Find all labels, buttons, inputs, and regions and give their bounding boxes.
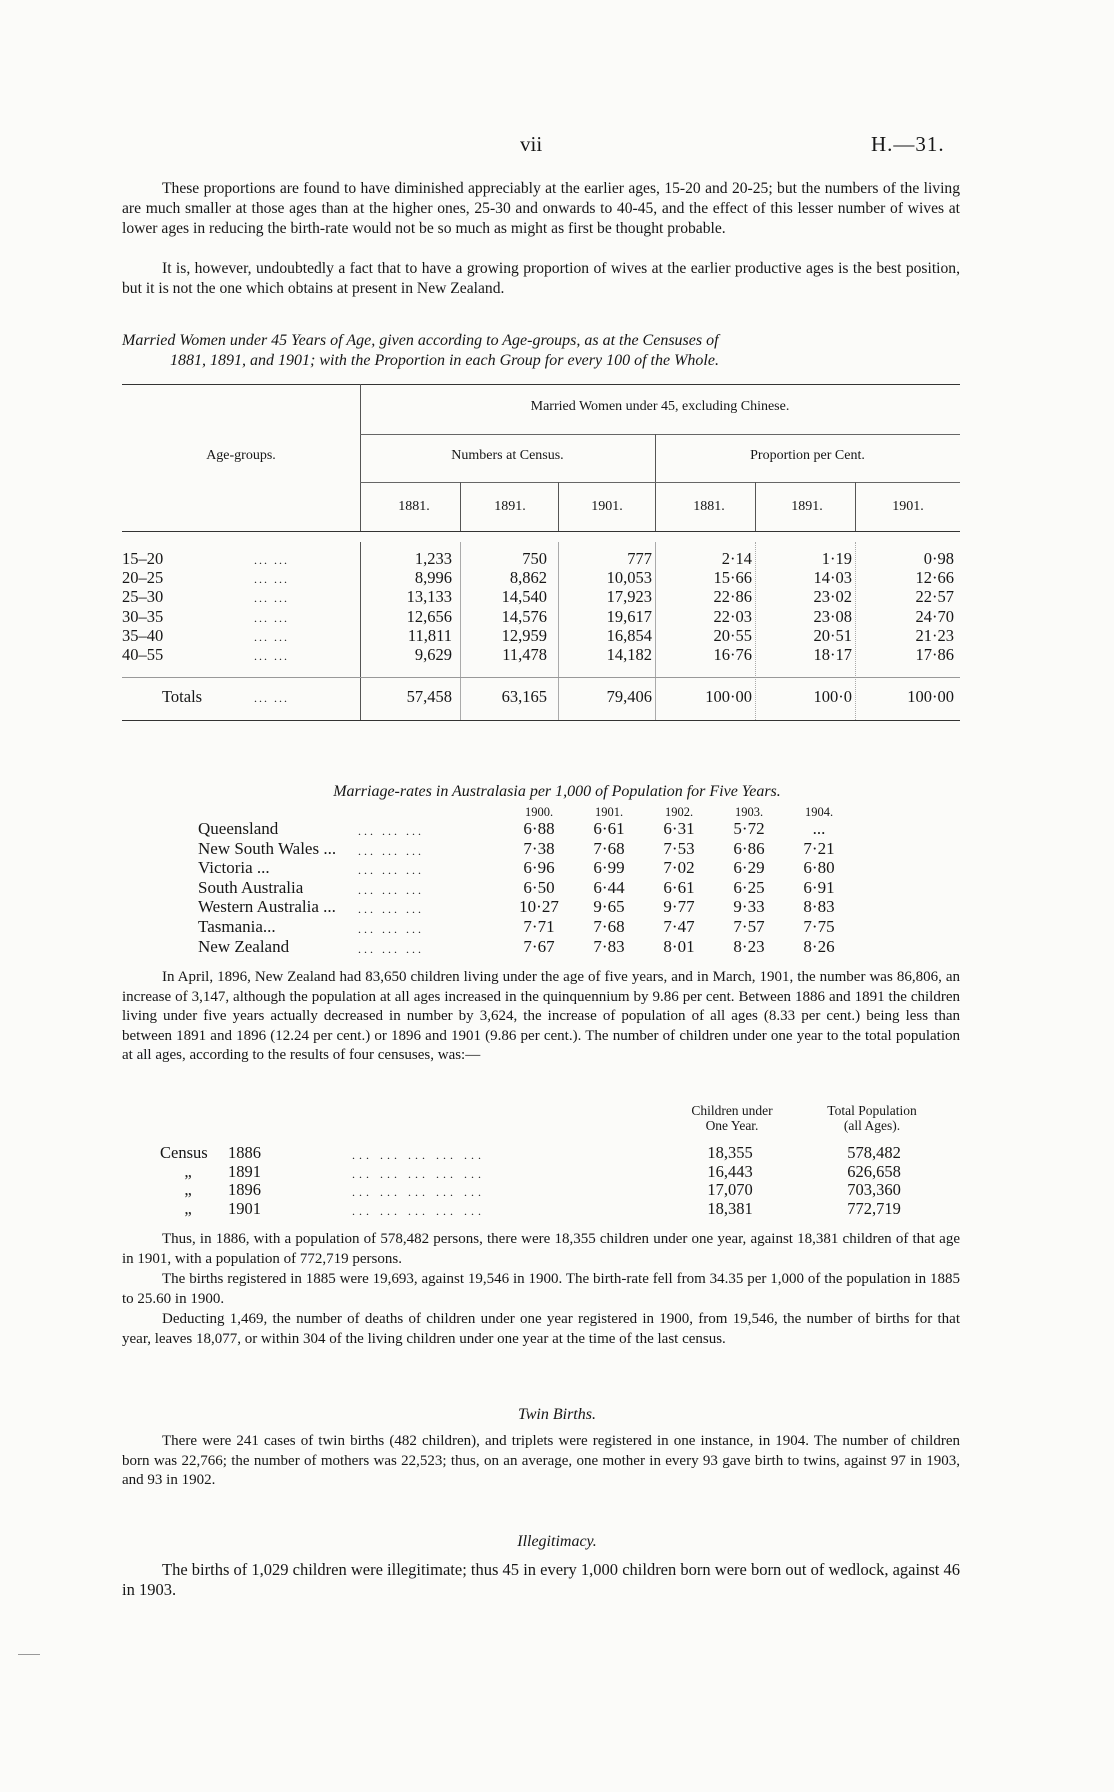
state-label: Tasmania... bbox=[198, 917, 276, 936]
rate-value: 6·31 bbox=[663, 819, 695, 838]
cell-p1891: 20·51 bbox=[813, 625, 852, 645]
total-population: 578,482 bbox=[847, 1143, 901, 1162]
rate-value: 6·29 bbox=[733, 858, 765, 878]
document-reference: H.—31. bbox=[871, 132, 945, 156]
marriage-rates-title: Marriage-rates in Australasia per 1,000 of Population for Five Years. bbox=[333, 783, 781, 800]
page-folio: vii bbox=[520, 132, 543, 156]
rate-value: 8·26 bbox=[803, 936, 835, 956]
cell-n1881: 1,233 bbox=[414, 549, 452, 568]
totals-label: Totals bbox=[162, 687, 203, 706]
rate-value: 6·61 bbox=[663, 877, 695, 897]
cell-p1891: 18·17 bbox=[813, 645, 852, 664]
proportion-header: Proportion per Cent. bbox=[750, 448, 865, 463]
cell-n1901: 16,854 bbox=[606, 625, 652, 645]
cell-n1891: 12,959 bbox=[501, 625, 547, 645]
leader-dots: ... ... ... bbox=[358, 843, 424, 858]
state-label: New South Wales ... bbox=[198, 838, 337, 858]
age-group-row bbox=[122, 626, 960, 646]
rate-row bbox=[198, 858, 918, 877]
rate-year-header: 1900. bbox=[524, 805, 554, 819]
census-year: 1896 bbox=[228, 1180, 261, 1199]
twin-births-title: Twin Births. bbox=[518, 1406, 596, 1423]
total-population-header bbox=[792, 1103, 952, 1133]
rate-value: 8·23 bbox=[733, 936, 765, 956]
age-group-label: 25–30 bbox=[122, 587, 164, 607]
header-rule bbox=[360, 482, 960, 483]
cell-p1881: 15·66 bbox=[713, 568, 752, 588]
cell-n1901: 10,053 bbox=[606, 568, 652, 588]
married-table-caption bbox=[122, 331, 960, 371]
after-paragraph-2: The births registered in 1885 were 19,693, against 19,546 in 1900. The birth-rate fell from 34.35 per 1,000 of the population in 1885 to 25.60 in 1900. bbox=[122, 1271, 960, 1307]
state-label: Queensland bbox=[198, 819, 279, 838]
age-group-row bbox=[122, 607, 960, 627]
census-label: Census bbox=[160, 1143, 208, 1162]
age-group-row bbox=[122, 568, 960, 588]
children-under-one: 18,355 bbox=[707, 1143, 753, 1162]
after-paragraph-1: Thus, in 1886, with a population of 578,482 persons, there were 18,355 children under one year, against 18,381 children of that age in 1901, with a population of 772,719 persons. bbox=[122, 1231, 960, 1267]
super-header: Married Women under 45, excluding Chinese. bbox=[530, 399, 790, 414]
year-header: 1901. bbox=[591, 499, 623, 514]
children-under-one-header bbox=[662, 1103, 802, 1133]
cell-p1901: 22·57 bbox=[915, 587, 954, 607]
census-row bbox=[122, 1199, 960, 1218]
rate-value: ... bbox=[812, 819, 826, 838]
census-label: „ bbox=[184, 1198, 192, 1218]
header-rule bbox=[360, 434, 960, 435]
cell-n1901: 19,617 bbox=[606, 606, 652, 626]
cell-n1891: 14,576 bbox=[501, 606, 547, 626]
column-divider bbox=[460, 482, 461, 531]
rate-value: 7·71 bbox=[523, 917, 555, 936]
census-year: 1886 bbox=[228, 1143, 261, 1162]
children-under-one: 18,381 bbox=[707, 1198, 753, 1218]
rate-value: 7·83 bbox=[593, 936, 625, 956]
rate-value: 5·72 bbox=[733, 819, 765, 838]
rate-value: 6·91 bbox=[803, 877, 835, 897]
total-population: 703,360 bbox=[847, 1180, 901, 1199]
leader-dots: ... ... ... bbox=[358, 882, 424, 897]
population-header-line-1: Total Population bbox=[827, 1103, 917, 1118]
table-bottom-rule bbox=[122, 720, 960, 721]
rate-value: 7·68 bbox=[593, 917, 625, 936]
cell-p1901: 0·98 bbox=[923, 549, 954, 568]
rate-value: 9·77 bbox=[663, 897, 695, 917]
census-year: 1891 bbox=[228, 1161, 261, 1181]
cell-n1881: 8,996 bbox=[414, 568, 452, 588]
rate-value: 6·88 bbox=[523, 819, 555, 838]
year-header: 1901. bbox=[892, 499, 924, 514]
caption-line-2: 1881, 1891, and 1901; with the Proportion in each Group for every 100 of the Whole. bbox=[170, 352, 719, 369]
rate-value: 7·75 bbox=[803, 917, 835, 936]
cell-p1901: 12·66 bbox=[915, 568, 954, 588]
cell-p1891: 23·08 bbox=[813, 606, 852, 626]
rate-row bbox=[198, 878, 918, 897]
illegitimacy-title: Illegitimacy. bbox=[517, 1533, 597, 1550]
leader-dots: ... ... ... bbox=[358, 902, 424, 917]
children-header-line-2: One Year. bbox=[705, 1118, 759, 1133]
age-group-label: 35–40 bbox=[122, 625, 164, 645]
rate-value: 9·33 bbox=[733, 897, 765, 917]
rate-value: 7·38 bbox=[523, 838, 555, 858]
cell-p1881: 20·55 bbox=[713, 625, 752, 645]
rate-value: 7·21 bbox=[803, 838, 835, 858]
totals-row bbox=[122, 687, 960, 707]
leader-dots: ... ... ... bbox=[358, 922, 424, 936]
column-divider bbox=[755, 482, 756, 531]
cell-p1891: 23·02 bbox=[813, 587, 852, 607]
rate-year-header: 1901. bbox=[594, 805, 624, 819]
cell-n1891: 750 bbox=[522, 549, 547, 568]
total-1901: 79,406 bbox=[606, 687, 652, 706]
age-group-label: 30–35 bbox=[122, 606, 164, 626]
header-bottom-rule bbox=[122, 531, 960, 532]
rate-value: 6·61 bbox=[593, 819, 625, 838]
rate-value: 7·53 bbox=[663, 838, 695, 858]
census-label: „ bbox=[184, 1180, 192, 1199]
illegitimacy-paragraph: The births of 1,029 children were illegitimate; thus 45 in every 1,000 children born were born out of wedlock, against 46 in 1903. bbox=[122, 1560, 960, 1599]
rate-row bbox=[198, 917, 918, 936]
cell-p1881: 22·86 bbox=[713, 587, 752, 607]
age-group-row bbox=[122, 549, 960, 569]
children-header-line-1: Children under bbox=[691, 1103, 773, 1118]
cell-n1881: 12,656 bbox=[406, 606, 452, 626]
totals-rule bbox=[122, 677, 960, 678]
intro-paragraph-2: It is, however, undoubtedly a fact that to have a growing proportion of wives at the earlier productive ages is the best position, but it is not the one which obtains at present in New Zealand. bbox=[122, 260, 960, 297]
marriage-rates-table bbox=[198, 783, 918, 963]
state-label: New Zealand bbox=[198, 936, 290, 956]
rate-row bbox=[198, 819, 918, 838]
year-header: 1881. bbox=[693, 499, 725, 514]
page-header bbox=[0, 132, 1114, 158]
year-header: 1881. bbox=[398, 499, 430, 514]
state-label: South Australia bbox=[198, 877, 304, 897]
total-1891: 63,165 bbox=[501, 687, 547, 706]
leader-dots: ... ... bbox=[254, 691, 289, 705]
children-under-one: 17,070 bbox=[707, 1180, 753, 1199]
intro-paragraph-1: These proportions are found to have diminished appreciably at the earlier ages, 15-20 and 20-25; but the numbers of the living are much smaller at those ages than at the higher ones, 25-30 and onwards to 40-45, and the effect of this lesser number of wives at lower ages in reducing the birth-rate would not be so much as might as first be thought probable. bbox=[122, 180, 960, 237]
leader-dots: ... ... ... ... ... bbox=[352, 1185, 485, 1199]
rate-value: 7·57 bbox=[733, 917, 765, 936]
leader-dots: ... ... ... ... ... bbox=[352, 1166, 485, 1181]
rate-year-header: 1903. bbox=[734, 805, 764, 819]
after-paragraph-3: Deducting 1,469, the number of deaths of children under one year registered in 1900, from 19,546, the number of births for that year, leaves 18,077, or within 304 of the living children under one year at the time of the last census. bbox=[122, 1311, 960, 1347]
age-group-label: 20–25 bbox=[122, 568, 164, 588]
age-group-label: 15–20 bbox=[122, 549, 164, 568]
year-header: 1891. bbox=[494, 499, 526, 514]
cell-n1901: 17,923 bbox=[606, 587, 652, 607]
cell-p1881: 2·14 bbox=[721, 549, 752, 568]
leader-dots: ... ... ... bbox=[358, 863, 424, 878]
cell-n1891: 11,478 bbox=[502, 645, 547, 664]
cell-p1881: 22·03 bbox=[713, 606, 752, 626]
leader-dots: ... ... ... ... ... bbox=[352, 1203, 485, 1218]
age-group-row bbox=[122, 587, 960, 607]
rate-value: 10·27 bbox=[519, 897, 559, 917]
column-divider bbox=[855, 482, 856, 531]
rate-value: 6·80 bbox=[803, 858, 835, 878]
cell-n1881: 9,629 bbox=[414, 645, 452, 664]
leader-dots: ... ... bbox=[254, 553, 289, 567]
leader-dots: ... ... ... ... ... bbox=[352, 1148, 485, 1162]
state-label: Western Australia ... bbox=[198, 897, 336, 917]
rate-row bbox=[198, 937, 918, 956]
table-top-rule bbox=[122, 384, 960, 385]
total-1881: 57,458 bbox=[406, 687, 452, 706]
cell-p1901: 17·86 bbox=[915, 645, 954, 664]
total-population: 626,658 bbox=[847, 1161, 901, 1181]
cell-n1901: 777 bbox=[627, 549, 652, 568]
cell-p1901: 24·70 bbox=[915, 606, 954, 626]
census-row bbox=[122, 1162, 960, 1181]
census-row bbox=[122, 1180, 960, 1199]
leader-dots: ... ... bbox=[254, 572, 289, 587]
children-table bbox=[122, 1103, 960, 1223]
leader-dots: ... ... bbox=[254, 629, 289, 644]
numbers-header: Numbers at Census. bbox=[451, 448, 564, 463]
census-label: „ bbox=[184, 1161, 192, 1181]
margin-mark bbox=[18, 1654, 40, 1655]
leader-dots: ... ... bbox=[254, 591, 289, 606]
cell-p1881: 16·76 bbox=[713, 645, 752, 664]
cell-p1891: 1·19 bbox=[821, 549, 852, 568]
caption-line-1: Married Women under 45 Years of Age, given according to Age-groups, as at the Censuses of bbox=[122, 332, 719, 349]
rate-value: 7·67 bbox=[523, 936, 555, 956]
rate-value: 6·99 bbox=[593, 858, 625, 878]
cell-n1881: 11,811 bbox=[407, 625, 452, 645]
age-groups-header: Age-groups. bbox=[206, 448, 276, 463]
cell-n1901: 14,182 bbox=[606, 645, 652, 664]
leader-dots: ... ... ... bbox=[358, 824, 424, 838]
married-women-table bbox=[122, 384, 960, 727]
total-population: 772,719 bbox=[847, 1198, 901, 1218]
total-pct-1891: 100·0 bbox=[813, 687, 852, 706]
twin-births-paragraph: There were 241 cases of twin births (482 children), and triplets were registered in one instance, in 1904. The number of children born was 22,766; the number of mothers was 22,523; thus, on an average, one mother in every 93 gave birth to twins, against 97 in 1903, and 93 in 1902. bbox=[122, 1433, 960, 1488]
cell-p1901: 21·23 bbox=[915, 625, 954, 645]
rate-row bbox=[198, 897, 918, 916]
rate-value: 8·83 bbox=[803, 897, 835, 917]
cell-n1891: 8,862 bbox=[509, 568, 547, 588]
age-group-label: 40–55 bbox=[122, 645, 164, 664]
rate-value: 6·86 bbox=[733, 838, 765, 858]
population-header-line-2: (all Ages). bbox=[843, 1118, 901, 1133]
year-header: 1891. bbox=[791, 499, 823, 514]
leader-dots: ... ... bbox=[254, 649, 289, 663]
cell-p1891: 14·03 bbox=[813, 568, 852, 588]
children-under-one: 16,443 bbox=[707, 1161, 753, 1181]
rate-value: 9·65 bbox=[593, 897, 625, 917]
rate-value: 7·47 bbox=[663, 917, 695, 936]
rate-year-header: 1902. bbox=[664, 805, 694, 819]
rate-value: 6·25 bbox=[733, 877, 765, 897]
rate-year-header: 1904. bbox=[804, 805, 834, 819]
leader-dots: ... ... bbox=[254, 610, 289, 625]
state-label: Victoria ... bbox=[198, 858, 270, 878]
rate-value: 6·96 bbox=[523, 858, 555, 878]
total-pct-1881: 100·00 bbox=[705, 687, 752, 706]
rate-value: 7·68 bbox=[593, 838, 625, 858]
cell-n1881: 13,133 bbox=[406, 587, 452, 607]
age-group-row bbox=[122, 645, 960, 665]
rate-value: 8·01 bbox=[663, 936, 695, 956]
leader-dots: ... ... ... bbox=[358, 941, 424, 956]
rate-value: 7·02 bbox=[663, 858, 695, 878]
children-paragraph: In April, 1896, New Zealand had 83,650 children living under the age of five years, and in March, 1901, the number was 86,806, an increase of 3,147, although the population at all ages increased in the quinquennium by 9.86 per cent. Between 1886 and 1891 the children living under five years actually decreased in number by 3,624, the increase of population of all ages (8.33 per cent.) being less than between 1891 and 1896 (12.24 per cent.) or 1896 and 1901 (9.86 per cent.). The number of children under one year to the total population at all ages, according to the results of four censuses, was:— bbox=[122, 969, 960, 1063]
rate-value: 6·44 bbox=[593, 877, 625, 897]
cell-n1891: 14,540 bbox=[501, 587, 547, 607]
rate-row bbox=[198, 839, 918, 858]
census-row bbox=[122, 1143, 960, 1162]
total-pct-1901: 100·00 bbox=[907, 687, 954, 706]
census-year: 1901 bbox=[228, 1198, 261, 1218]
rate-value: 6·50 bbox=[523, 877, 555, 897]
